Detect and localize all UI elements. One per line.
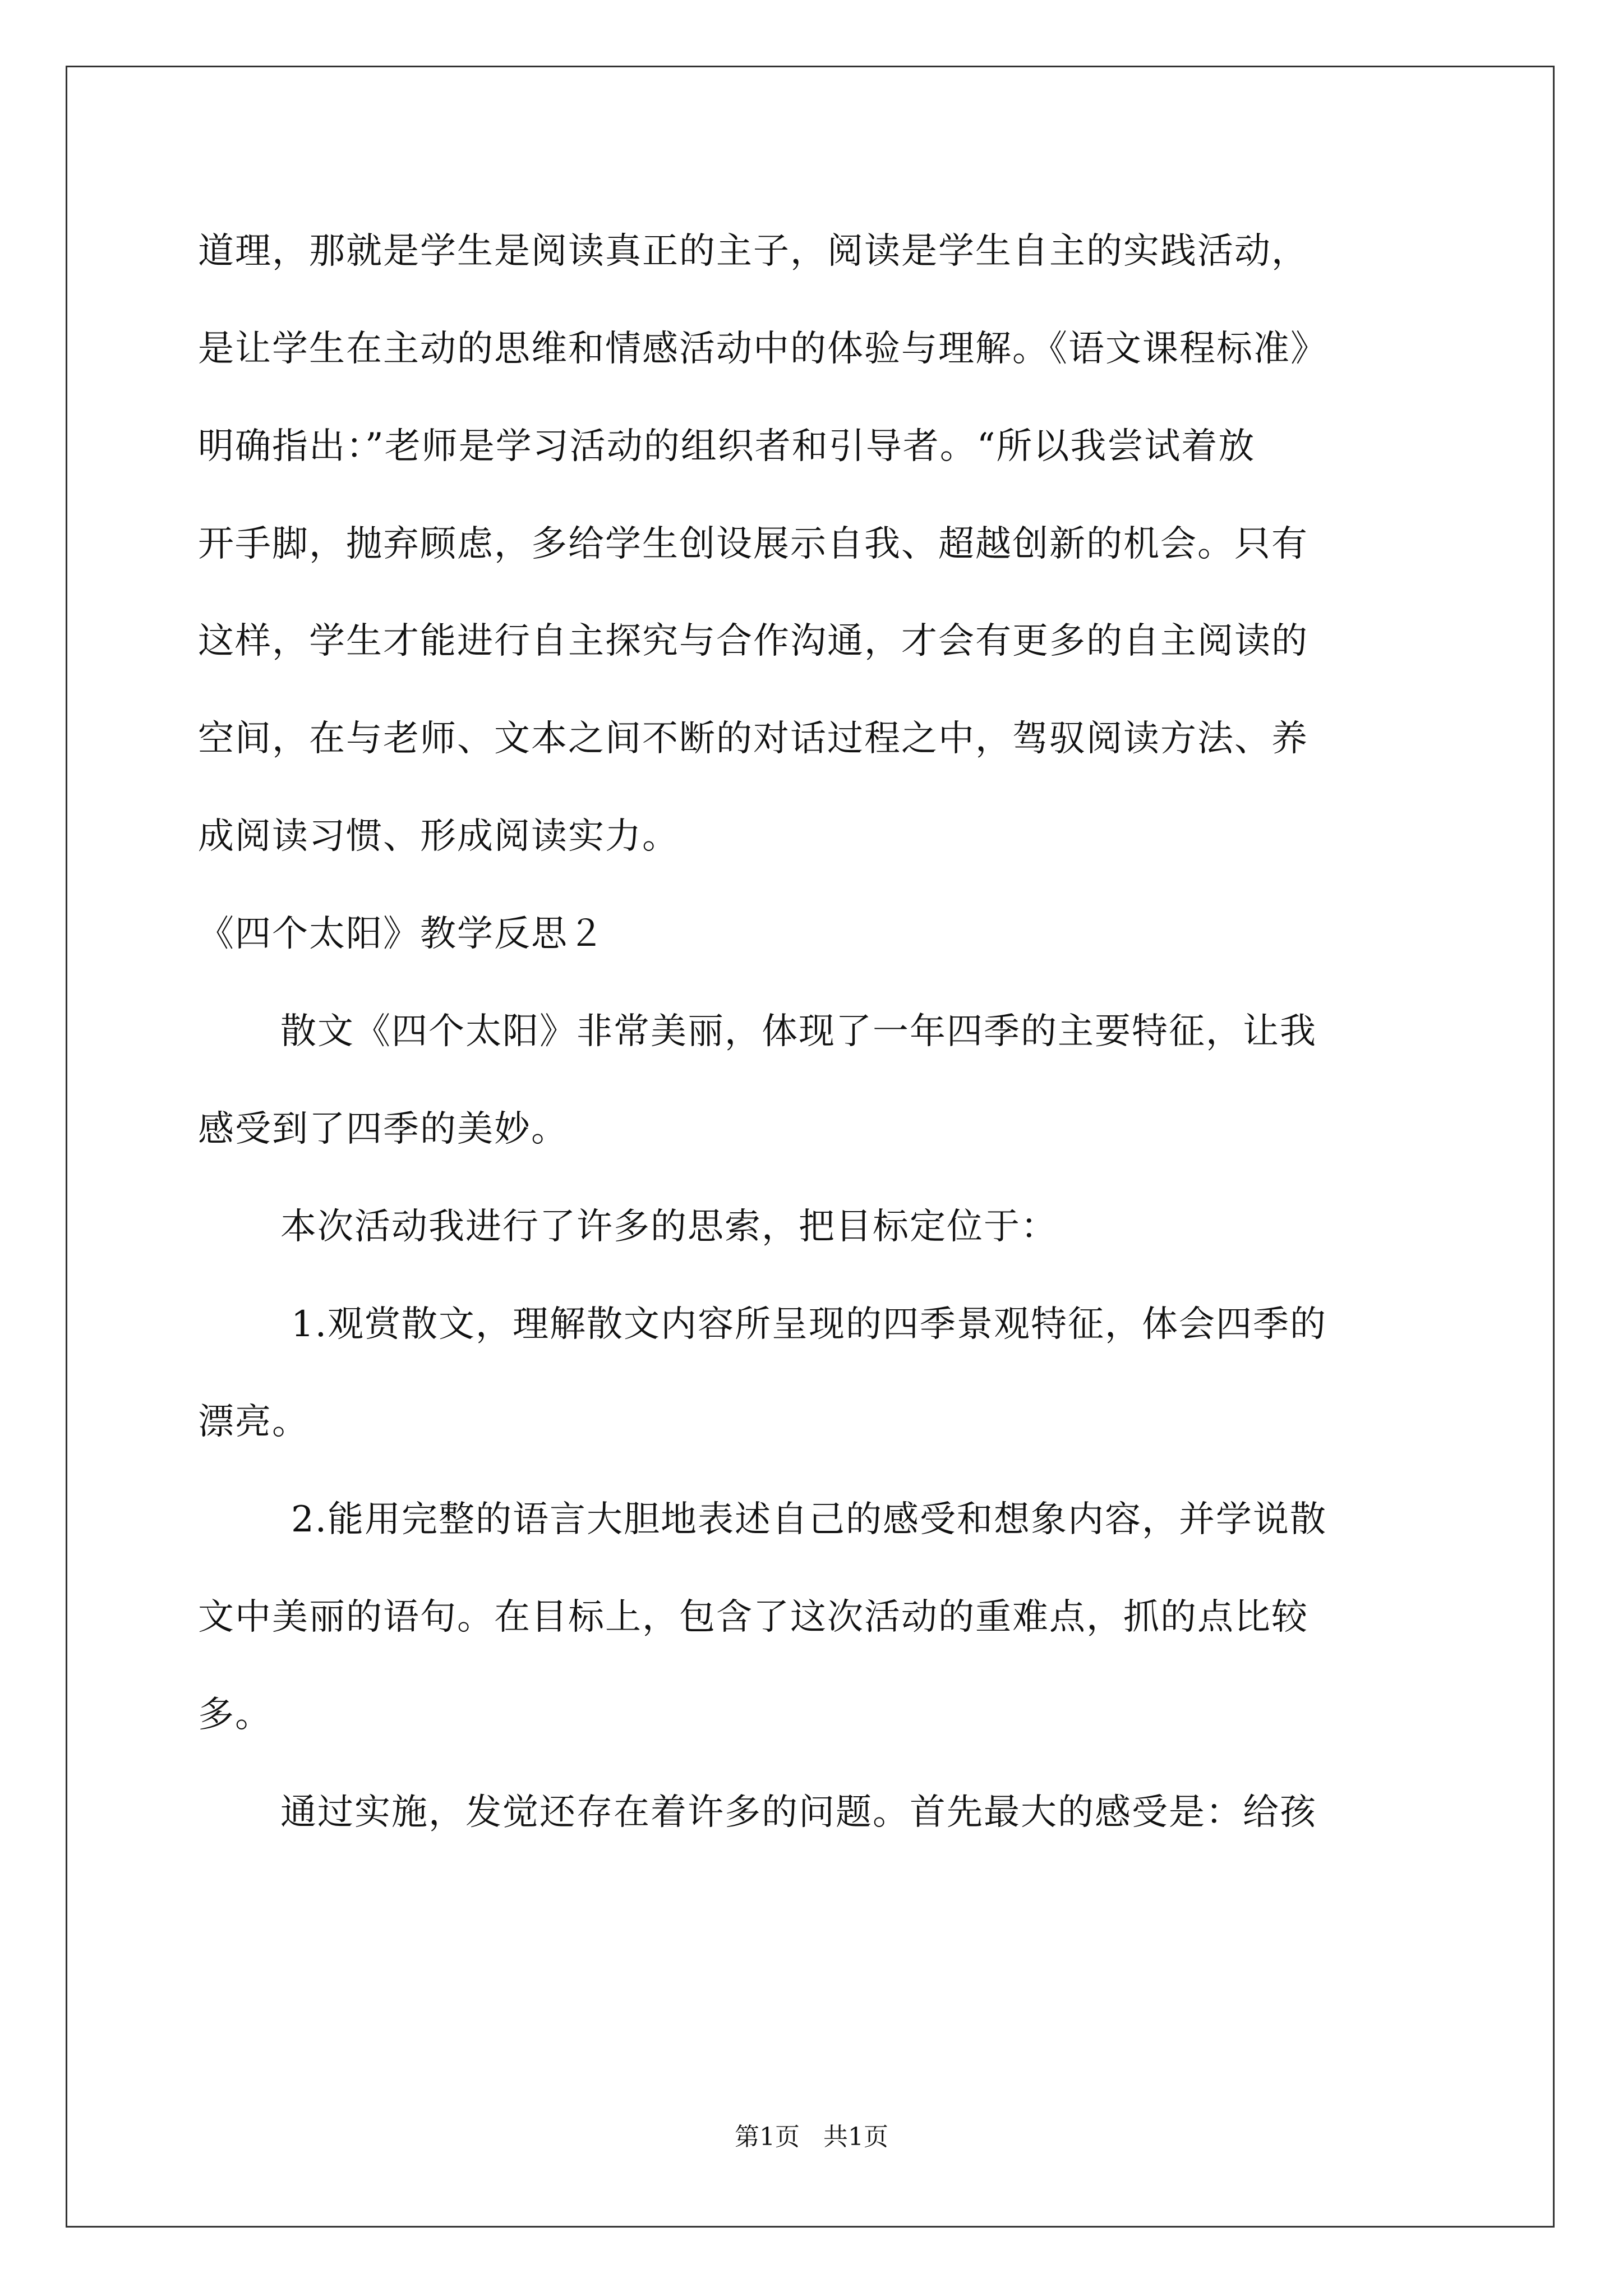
list-item-line: 2.能用完整的语言大胆地表述自己的感受和想象内容，并学说散 bbox=[291, 1499, 1327, 1540]
list-item-line: 1.观赏散文，理解散文内容所呈现的四季景观特征，体会四季的 bbox=[291, 1304, 1327, 1345]
paragraph-line: 感受到了四季的美妙。 bbox=[198, 1108, 568, 1150]
paragraph-line: 道理，那就是学生是阅读真正的主子，阅读是学生自主的实践活动， bbox=[198, 231, 1308, 272]
paragraph-line: 成阅读习惯、形成阅读实力。 bbox=[198, 816, 679, 857]
paragraph-line: 本次活动我进行了许多的思索，把目标定位于： bbox=[280, 1206, 1058, 1248]
paragraph-line: 空间，在与老师、文本之间不断的对话过程之中，驾驭阅读方法、养 bbox=[198, 718, 1308, 760]
paragraph-line: 通过实施，发觉还存在着许多的问题。首先最大的感受是：给孩 bbox=[280, 1792, 1317, 1833]
paragraph-line: 是让学生在主动的思维和情感活动中的体验与理解。《语文课程标准》 bbox=[198, 328, 1327, 370]
page-footer: 第1页 共1页 bbox=[735, 2123, 888, 2151]
list-item-line: 多。 bbox=[198, 1694, 272, 1736]
list-item-line: 文中美丽的语句。在目标上，包含了这次活动的重难点，抓的点比较 bbox=[198, 1596, 1308, 1638]
paragraph-line: 这样，学生才能进行自主探究与合作沟通，才会有更多的自主阅读的 bbox=[198, 620, 1308, 662]
list-item-line: 漂亮。 bbox=[198, 1401, 309, 1443]
paragraph-line: 明确指出：”老师是学习活动的组织者和引导者。“所以我尝试着放 bbox=[198, 426, 1256, 467]
paragraph-line: 散文《四个太阳》非常美丽，体现了一年四季的主要特征，让我 bbox=[280, 1011, 1317, 1052]
paragraph-line: 开手脚，抛弃顾虑，多给学生创设展示自我、超越创新的机会。只有 bbox=[198, 523, 1308, 565]
section-heading: 《四个太阳》教学反思２ bbox=[198, 913, 605, 955]
